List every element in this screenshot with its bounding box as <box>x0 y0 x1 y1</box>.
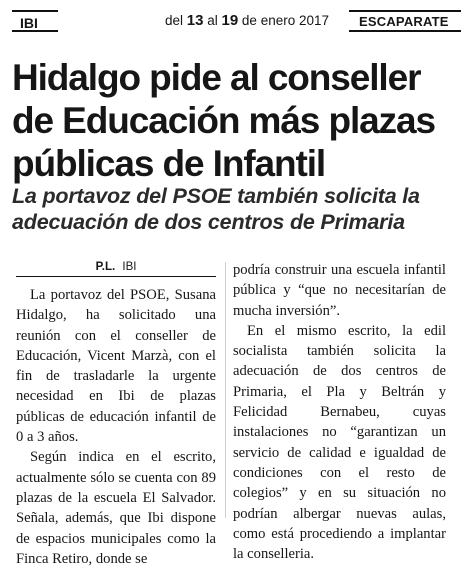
body-paragraph: En el mismo escrito, la edil socialista también solicita la adecuación de dos centros de Primaria, el Pla y Beltrán y Felicidad Bernabeu, cuyas instalaciones no “garantizan un servicio de calidad e igualdad de condiciones con el resto de colegios” y en su situación no podrían albergar nuevas aulas, como está procediendo a implantar la conselleria. <box>233 322 446 563</box>
byline <box>16 258 216 277</box>
article-subhead: La portavoz del PSOE también solicita la adecuación de dos centros de Primaria <box>12 184 420 234</box>
body-paragraph: La portavoz del PSOE, Susana Hidalgo, ha solicitado una reunión con el conseller de Educación, Vicent Marzà, con el fin de trasladarle la urgente necesidad en Ibi de plazas públicas de educación infantil de 0 a 3 años. <box>16 287 216 446</box>
rubric-label: ESCAPARATE <box>349 10 461 32</box>
page-header <box>0 0 463 48</box>
section-tag: IBI <box>12 10 58 32</box>
article-column-1 <box>16 285 216 569</box>
date-mid: al <box>203 13 222 28</box>
byline-location: IBI <box>122 261 137 273</box>
date-from: 13 <box>186 12 204 29</box>
date-to: 19 <box>221 12 239 29</box>
body-paragraph: Según indica en el escrito, actualmente sólo se cuenta con 89 plazas de la escuela El Salvador. Señala, además, que Ibi dispone de espacios municipales como la Finca Retiro, donde se <box>16 449 216 567</box>
body-paragraph: podría construir una escuela infantil pública y “que no necesitarían de mucha inversión”. <box>233 262 446 319</box>
article-headline: Hidalgo pide al conseller de Educación más plazas públicas de Infantil <box>12 57 435 184</box>
date-prefix: del <box>165 13 187 28</box>
article-column-2 <box>233 260 446 564</box>
issue-date <box>165 10 329 32</box>
byline-author: P.L. <box>95 261 116 273</box>
column-divider <box>225 262 226 518</box>
date-suffix: de enero 2017 <box>238 13 330 28</box>
